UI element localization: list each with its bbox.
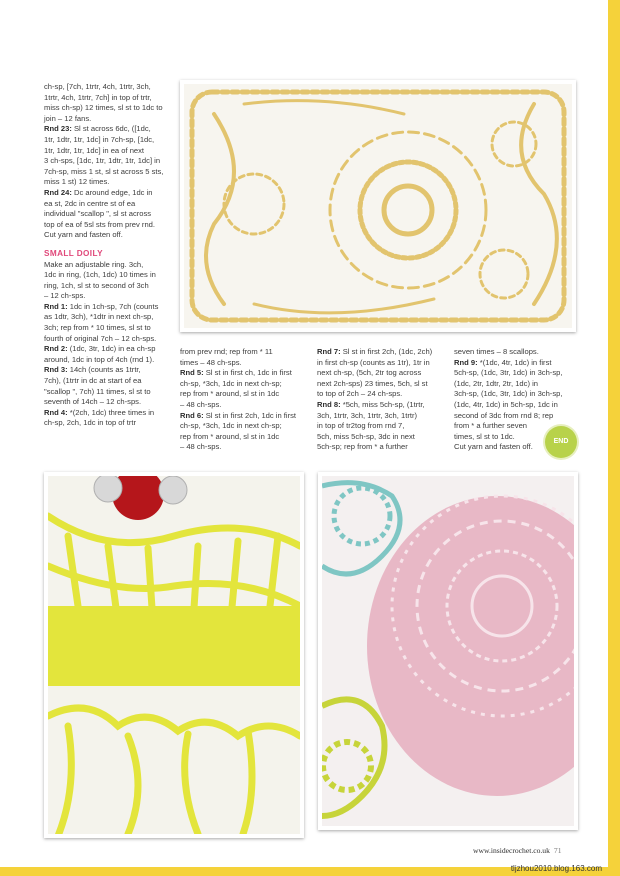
text-line: 3ch-sp, (1dc, 3tr, 1dc) in 3ch-sp, [454,389,563,399]
round-label: Rnd 1: [44,301,68,311]
text-line: 7ch), (1trtr in dc at start of ea [44,376,142,386]
text-line: – 12 ch-sps. [44,291,86,301]
round-label: Rnd 23: [44,124,72,134]
text-line: around, 1dc in top of 4ch (rnd 1). [44,354,155,364]
text-line: 5ch-sp; rep from * a further [317,442,408,452]
text-line: 5ch-sp, (1dc, 3tr, 1dc) in 3ch-sp, [454,368,563,378]
round-4: Rnd 4: *(2ch, 1dc) three times in [44,407,155,417]
text-line: ch-sp, *3ch, 1dc in next ch-sp; [180,378,282,388]
page-number: 71 [553,846,562,855]
round-8: Rnd 8: *5ch, miss 5ch-sp, (1trtr, [317,399,425,409]
text-line: "scallop ", 7ch) 11 times, sl st to [44,386,151,396]
text-line: – 48 ch-sps. [180,399,222,409]
yellow-doily-image [48,476,300,834]
text-line: (1dc, 2tr, 1dtr, 2tr, 1dc) in [454,378,538,388]
text-line: 1tr, 1dtr, 1tr, 1dc] in 7ch-sp, [1dc, [44,134,155,144]
text-line: top of ea of 5sl sts from prev rnd. [44,219,156,229]
text-line: times – 48 ch-sps. [180,357,242,367]
text-line: ch-sp, 2ch, 1dc in top of trtr [44,418,137,428]
text-line: from prev rnd; rep from * 11 [180,347,273,356]
round-label: Rnd 3: [44,365,68,375]
round-24: Rnd 24: Dc around edge, 1dc in [44,187,153,197]
text-line: Make an adjustable ring. 3ch, [44,259,144,269]
photo-pink-doily [318,472,578,830]
round-label: Rnd 6: [180,410,204,420]
text-line: to top of 2ch – 24 ch-sps. [317,389,403,399]
text-line: seven times – 8 scallops. [454,347,539,356]
text-line: seventh of 14ch – 12 ch-sps. [44,397,142,407]
footer-url[interactable] [473,846,562,855]
text-line: in top of tr2tog from rnd 7, [317,421,405,431]
text-line: as 1dtr, 3ch), *1dtr in next ch-sp, [44,312,154,322]
round-6: Rnd 6: Sl st in first 2ch, 1dc in first [180,410,297,420]
round-1: Rnd 1: 1dc in 1ch-sp, 7ch (counts [44,301,159,311]
round-23: Rnd 23: Sl st across 6dc, ([1dc, [44,124,151,134]
column-3-text [317,347,447,453]
round-label: Rnd 24: [44,187,72,197]
round-2: Rnd 2: (1dc, 3tr, 1dc) in ea ch-sp [44,344,156,354]
round-label: Rnd 4: [44,407,68,417]
text-line: next ch-sp, (5ch, 2tr tog across [317,368,422,378]
round-label: Rnd 8: [317,399,341,409]
end-badge: END [545,426,577,458]
column-2-text [180,347,310,453]
pink-doily-image [322,476,574,826]
round-label: Rnd 5: [180,368,204,378]
page-edge-stripe [608,0,620,876]
photo-yellow-doily [44,472,304,838]
text-line: 7ch-sp, miss 1 st, sl st across 5 sts, [44,166,164,176]
section-heading: SMALL DOILY [44,248,103,258]
text-line: next 2ch-sps) 23 times, 5ch, sl st [317,378,428,388]
text-line: ea st, 2dc in centre st of ea [44,198,136,208]
text-line: times, sl st to 1dc. [454,431,515,441]
round-5: Rnd 5: Sl st in first ch, 1dc in first [180,368,292,378]
text-line: Cut yarn and fasten off. [454,442,533,452]
text-line: from * a further seven [454,421,528,431]
text-line: rep from * around, sl st in 1dc [180,431,280,441]
round-7: Rnd 7: Sl st in first 2ch, (1dc, 2ch) [317,347,433,356]
text-line: miss ch-sp) 12 times, sl st to 1dc to [44,103,163,113]
text-line: 3 ch-sps, [1dc, 1tr, 1dtr, 1tr, 1dc] in [44,156,161,166]
text-line: 3ch, 1trtr, 3ch, 1trtr, 3ch, 1trtr) [317,410,418,420]
round-9: Rnd 9: *(1dc, 4tr, 1dc) in first [454,357,552,367]
text-line: ch-sp, *3ch, 1dc in next ch-sp; [180,421,282,431]
text-line: second of 3dc from rnd 8; rep [454,410,554,420]
watermark: tljzhou2010.blog.163.com [510,864,602,873]
round-label: Rnd 9: [454,357,478,367]
text-line: individual "scallop ", sl st across [44,209,152,219]
text-line: Cut yarn and fasten off. [44,230,123,240]
column-1-top-text [44,82,172,429]
text-line: in first ch-sp (counts as 1tr), 1tr in [317,357,430,367]
text-line: 5ch, miss 5ch-sp, 3dc in next [317,431,415,441]
text-line: join – 12 fans. [44,113,92,123]
round-label: Rnd 7: [317,347,341,356]
text-line: miss 1 st) 12 times. [44,177,110,187]
text-line: rep from * around, sl st in 1dc [180,389,280,399]
photo-cream-doily [180,80,576,332]
text-line: ch-sp, [7ch, 1trtr, 4ch, 1trtr, 3ch, [44,82,151,91]
round-3: Rnd 3: 14ch (counts as 1trtr, [44,365,141,375]
text-line: 3ch; rep from * 10 times, sl st to [44,323,151,333]
website-link[interactable]: www.insidecrochet.co.uk [473,846,550,855]
text-line: 1dc in ring, (1ch, 1dc) 10 times in [44,270,156,280]
text-line: 1tr, 1dtr, 1tr, 1dc] in ea of next [44,145,145,155]
text-line: 1trtr, 4ch, 1trtr, 7ch] in top of trtr, [44,92,152,102]
round-label: Rnd 2: [44,344,68,354]
text-line: – 48 ch-sps. [180,442,222,452]
cream-doily-image [184,84,572,328]
text-line: fourth of original 7ch – 12 ch-sps. [44,333,157,343]
text-line: (1dc, 4tr, 1dc) in 5ch-sp, 1dc in [454,399,558,409]
text-line: ring, 1ch, sl st to second of 3ch [44,280,149,290]
